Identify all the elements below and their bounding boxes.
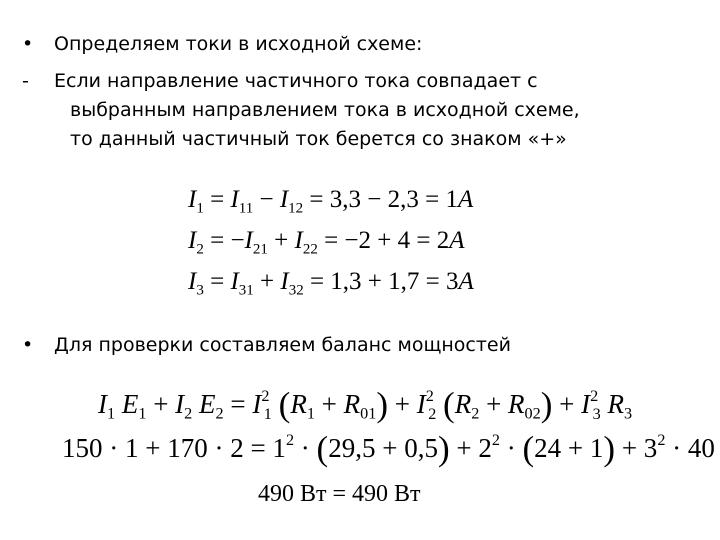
equation-i3: $I_3 = I_{31} + I_{32} = 1,3 + 1,7 = 3A$ — [188, 268, 474, 299]
dash-item-line-2: выбранным направлением тока в исходной схеме, — [70, 99, 580, 121]
bullet-marker: • — [22, 33, 34, 55]
power-balance-numeric: $150 \cdot 1 + 170 \cdot 2 = 1^2 \cdot (29,5 + 0,5) + 2^2 \cdot (24 + 1) + 3^2 \cdot 40$ — [62, 428, 715, 468]
dash-item-line-1: Если направление частичного тока совпадает с — [54, 70, 538, 92]
equation-i1: $I_1 = I_{11} - I_{12} = 3,3 - 2,3 = 1A$ — [188, 186, 474, 217]
equation-i2: $I_2 = -I_{21} + I_{22} = -2 + 4 = 2A$ — [188, 227, 465, 258]
bullet-determine-currents: Определяем токи в исходной схеме: — [54, 33, 423, 55]
power-balance-formula: $I_1$ $E_1 + I_2$ $E_2 = I^2_1$ $(R_1 + R_{01}) + I^2_2$ $(R_2 + R_{02}) + I^2_3$ $R_3$ — [98, 384, 633, 424]
dash-marker: - — [22, 70, 29, 92]
bullet-marker: • — [22, 334, 34, 356]
bullet-power-balance: Для проверки составляем баланс мощностей — [54, 334, 511, 356]
power-balance-result: 490 Вт = 490 Вт — [258, 481, 421, 507]
dash-item-line-3: то данный частичный ток берется со знаком «+» — [70, 128, 567, 150]
